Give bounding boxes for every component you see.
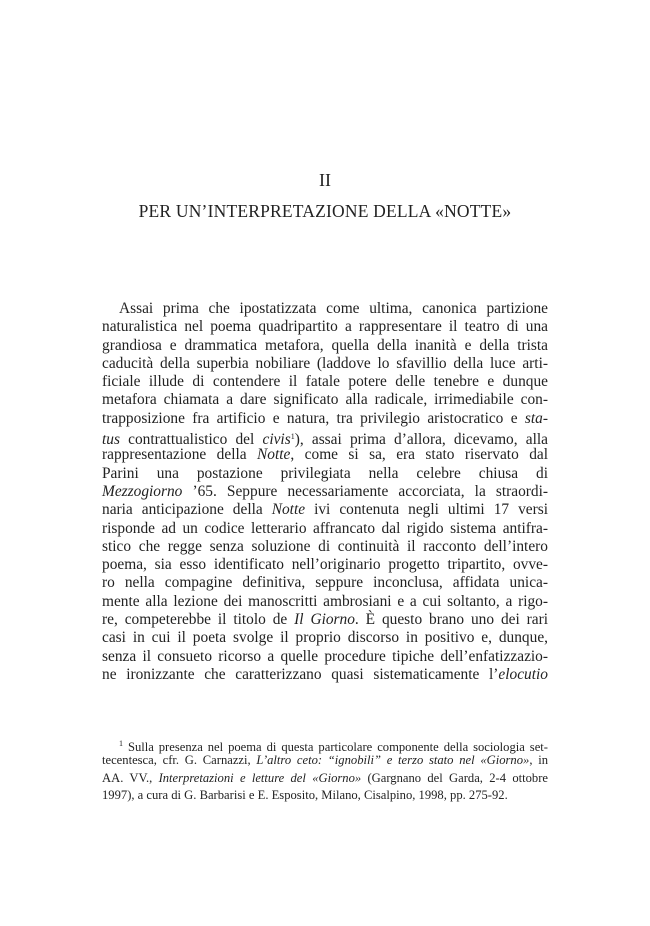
text-segment: mente alla lezione dei manoscritti ambrosiani e a cui soltanto, a rigo-	[102, 592, 548, 610]
text-segment: , come si sa, era stato riservato dal	[290, 446, 548, 464]
text-line	[102, 410, 548, 428]
italic-text: elocutio	[498, 665, 548, 683]
text-line	[102, 538, 548, 556]
text-segment: casi in cui il poeta svolge il proprio discorso in positivo e, dunque,	[102, 629, 548, 647]
italic-text: Interpretazioni e letture del «Giorno»	[158, 770, 362, 785]
text-segment: Assai prima che ipostatizzata come ultima, canonica partizione	[119, 300, 548, 317]
footnote-marker: 1	[119, 739, 123, 748]
text-segment: contrattualistico del	[119, 431, 263, 449]
text-line	[102, 770, 548, 787]
text-line	[102, 787, 548, 804]
text-line	[102, 666, 548, 684]
italic-text: Notte	[271, 501, 306, 519]
text-line	[102, 752, 548, 769]
body-text	[102, 300, 548, 684]
text-segment: naria anticipazione della	[102, 501, 272, 519]
text-line	[102, 520, 548, 538]
text-segment: , in	[529, 753, 549, 768]
italic-text: Notte	[257, 446, 291, 464]
text-segment: (Gargnano del Garda, 2-4 ottobre	[361, 770, 548, 785]
text-segment: poema, sia esso identificato nell’originario progetto tripartito, ovve-	[102, 556, 548, 574]
italic-text: Il Giorno	[294, 611, 355, 629]
text-segment: AA. VV.,	[102, 770, 159, 785]
text-segment: senza il consueto ricorso a quelle procedure tipiche dell’enfatizzazio-	[102, 647, 548, 665]
text-segment: risponde ad un codice letterario affrancato dal rigido sistema antifra-	[102, 519, 548, 537]
text-segment: 1997), a cura di G. Barbarisi e E. Esposito, Milano, Cisalpino, 1998, pp. 275-92.	[102, 788, 508, 803]
text-line	[102, 428, 549, 449]
text-segment: ), assai prima d’allora, dicevamo, alla	[294, 431, 549, 449]
text-line	[102, 593, 548, 611]
text-line	[102, 629, 548, 647]
text-segment: Sulla presenza nel poema di questa particolare componente della sociologia set-	[123, 740, 548, 754]
text-line	[102, 556, 548, 574]
text-line	[102, 483, 548, 501]
text-line	[102, 465, 548, 483]
text-line	[102, 735, 548, 752]
text-segment: ro nella compagine definitiva, seppure inconclusa, affidata unica-	[102, 574, 548, 592]
text-line	[102, 337, 548, 355]
text-segment: caducità della superbia nobiliare (laddove lo sfavillio della luce arti-	[102, 354, 548, 372]
text-line	[102, 611, 548, 629]
text-segment: Parini una postazione privilegiata nella celebre chiusa di	[102, 464, 548, 482]
text-line	[102, 300, 548, 318]
text-segment: ’65. Seppure necessariamente accorciata, la straordi-	[182, 482, 548, 500]
italic-text: tus	[102, 431, 120, 449]
text-line	[102, 446, 548, 464]
italic-text: civis	[262, 431, 291, 449]
text-segment: tecentesca, cfr. G. Carnazzi,	[102, 753, 257, 768]
text-line	[102, 355, 548, 373]
text-line	[102, 391, 548, 409]
italic-text: L’altro ceto: “ignobili” e terzo stato nel «Giorno»	[256, 753, 530, 768]
footnote	[102, 735, 548, 805]
italic-text: sta-	[524, 409, 548, 427]
footnote-marker: 1	[290, 432, 295, 442]
text-line	[102, 318, 548, 336]
text-segment: re, competerebbe il titolo de	[102, 611, 295, 629]
text-segment: ne ironizzante che caratterizzano quasi sistematicamente l’	[102, 665, 499, 683]
text-line	[102, 648, 548, 666]
text-segment: metafora chiamata a dare significato alla radicale, irrimediabile con-	[102, 391, 548, 409]
chapter-number: II	[319, 170, 331, 190]
text-segment: . È questo brano uno dei rari	[354, 611, 548, 629]
italic-text: Mezzogiorno	[102, 482, 183, 500]
text-segment: grandiosa e drammatica metafora, quella della inanità e della trista	[102, 336, 548, 354]
text-segment: trapposizione fra artificio e natura, tra privilegio aristocratico e	[102, 409, 525, 427]
text-segment: ficiale illude di contendere il fatale potere delle tenebre e dunque	[102, 373, 548, 391]
text-segment: naturalistica nel poema quadripartito a rappresentare il teatro di una	[102, 318, 548, 336]
text-segment: stico che regge senza soluzione di continuità il racconto dell’intero	[102, 537, 548, 555]
text-line	[102, 574, 548, 592]
text-segment: rappresentazione della	[102, 446, 258, 464]
text-line	[102, 373, 548, 391]
text-segment: ivi contenuta negli ultimi 17 versi	[305, 501, 548, 519]
text-line	[102, 501, 548, 519]
chapter-title: PER UN’INTERPRETAZIONE DELLA «NOTTE»	[138, 201, 512, 221]
